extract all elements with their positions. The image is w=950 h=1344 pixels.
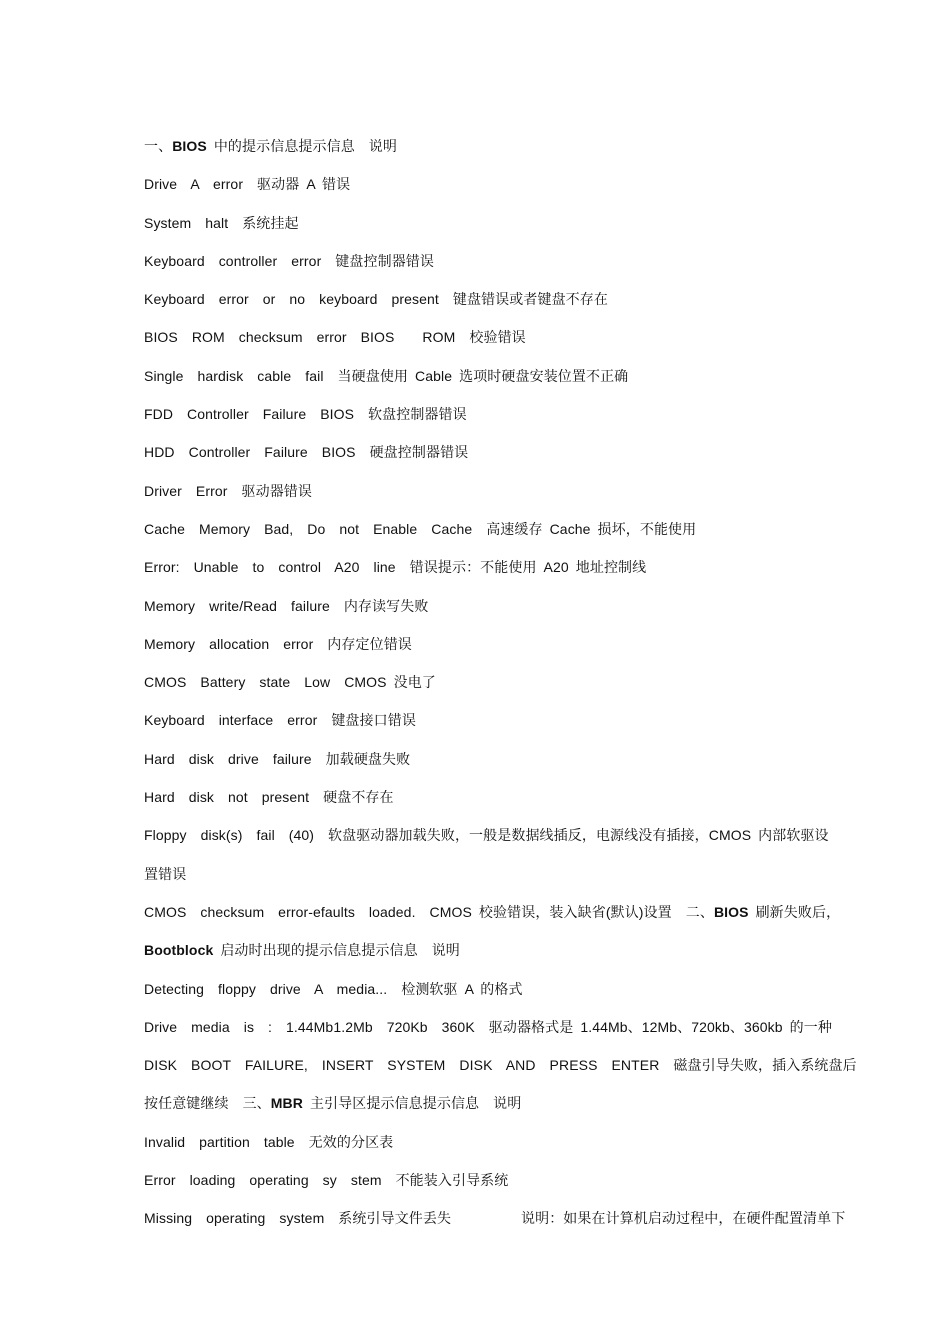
line-text: Hard disk not present 硬盘不存在 <box>144 789 394 806</box>
text-line <box>144 667 814 705</box>
line-text: Cache Memory Bad, Do not Enable Cache 高速缓存 Cache 损坏，不能使用 <box>144 520 697 537</box>
text-line <box>144 935 814 973</box>
line-text: CMOS Battery state Low CMOS 没电了 <box>144 674 436 691</box>
document-body <box>144 131 857 1242</box>
line-text: CMOS checksum error-efaults loaded. CMOS 校验错误，装入缺省(默认)设置 二、 <box>144 903 714 920</box>
line-text: Driver Error 驱动器错误 <box>144 482 312 499</box>
line-text: 中的提示信息提示信息 说明 <box>206 138 398 154</box>
text-line <box>144 208 814 246</box>
line-text: Floppy disk(s) fail (40) 软盘驱动器加载失败，一般是数据线插反，电源线没有插接，CMOS 内部软驱设 <box>144 827 829 844</box>
line-text: 刷新失败后， <box>748 903 841 920</box>
line-text: 置错误 <box>144 865 187 882</box>
text-line <box>144 1165 814 1203</box>
text-line <box>144 476 814 514</box>
text-line <box>144 1127 814 1165</box>
line-text: 按任意键继续 三、 <box>144 1095 271 1112</box>
text-line <box>144 1088 814 1126</box>
line-text: BIOS ROM checksum error BIOS ROM 校验错误 <box>144 329 526 346</box>
line-text: Keyboard interface error 键盘接口错误 <box>144 712 416 729</box>
line-text: Missing operating system 系统引导文件丢失 说明：如果在计算机启动过程中，在硬件配置清单下 <box>144 1210 846 1227</box>
text-line <box>144 246 814 284</box>
line-text: Error: Unable to control A20 line 错误提示：不能使用 A20 地址控制线 <box>144 559 647 576</box>
text-line <box>144 284 814 322</box>
line-text: Hard disk drive failure 加载硬盘失败 <box>144 750 411 767</box>
text-line <box>144 705 814 743</box>
text-line <box>144 744 814 782</box>
text-line <box>144 1203 846 1241</box>
line-text: Single hardisk cable fail 当硬盘使用 Cable 选项时硬盘安装位置不正确 <box>144 367 629 384</box>
line-text: Invalid partition table 无效的分区表 <box>144 1133 394 1150</box>
text-line <box>144 897 841 935</box>
text-line <box>144 1050 857 1088</box>
line-text: Memory allocation error 内存定位错误 <box>144 635 412 652</box>
line-text: DISK BOOT FAILURE, INSERT SYSTEM DISK AND PRESS ENTER 磁盘引导失败，插入系统盘后 <box>144 1057 857 1074</box>
text-line <box>144 859 814 897</box>
text-line <box>144 629 814 667</box>
line-text: Keyboard controller error 键盘控制器错误 <box>144 252 435 269</box>
text-line <box>144 552 814 590</box>
line-text: Drive media is : 1.44Mb1.2Mb 720Kb 360K 驱动器格式是 1.44Mb、12Mb、720kb、360kb 的一种 <box>144 1018 832 1035</box>
text-line <box>144 591 814 629</box>
text-line <box>144 399 814 437</box>
text-line <box>144 131 814 169</box>
text-line <box>144 782 814 820</box>
line-text: 主引导区提示信息提示信息 说明 <box>302 1095 522 1112</box>
line-text: Keyboard error or no keyboard present 键盘错误或者键盘不存在 <box>144 291 608 308</box>
line-text: Memory write/Read failure 内存读写失败 <box>144 597 429 614</box>
line-text: System halt 系统挂起 <box>144 214 299 231</box>
text-line <box>144 974 814 1012</box>
line-text: Drive A error 驱动器 A 错误 <box>144 176 351 193</box>
text-line <box>144 361 814 399</box>
bold-text: BIOS <box>172 138 207 154</box>
text-line <box>144 1012 832 1050</box>
line-text: Detecting floppy drive A media... 检测软驱 A 的格式 <box>144 980 523 997</box>
text-line <box>144 169 814 207</box>
line-text: HDD Controller Failure BIOS 硬盘控制器错误 <box>144 444 469 461</box>
bold-text: BIOS <box>713 903 749 920</box>
text-line <box>144 437 814 475</box>
line-text: FDD Controller Failure BIOS 软盘控制器错误 <box>144 406 467 423</box>
line-text: 一、 <box>144 138 173 154</box>
bold-text: Bootblock <box>144 942 214 959</box>
line-text: Error loading operating sy stem 不能装入引导系统 <box>144 1172 509 1189</box>
bold-text: MBR <box>270 1095 303 1112</box>
text-line <box>144 322 814 360</box>
text-line <box>144 514 814 552</box>
text-line <box>144 820 829 858</box>
line-text: 启动时出现的提示信息提示信息 说明 <box>213 942 460 959</box>
